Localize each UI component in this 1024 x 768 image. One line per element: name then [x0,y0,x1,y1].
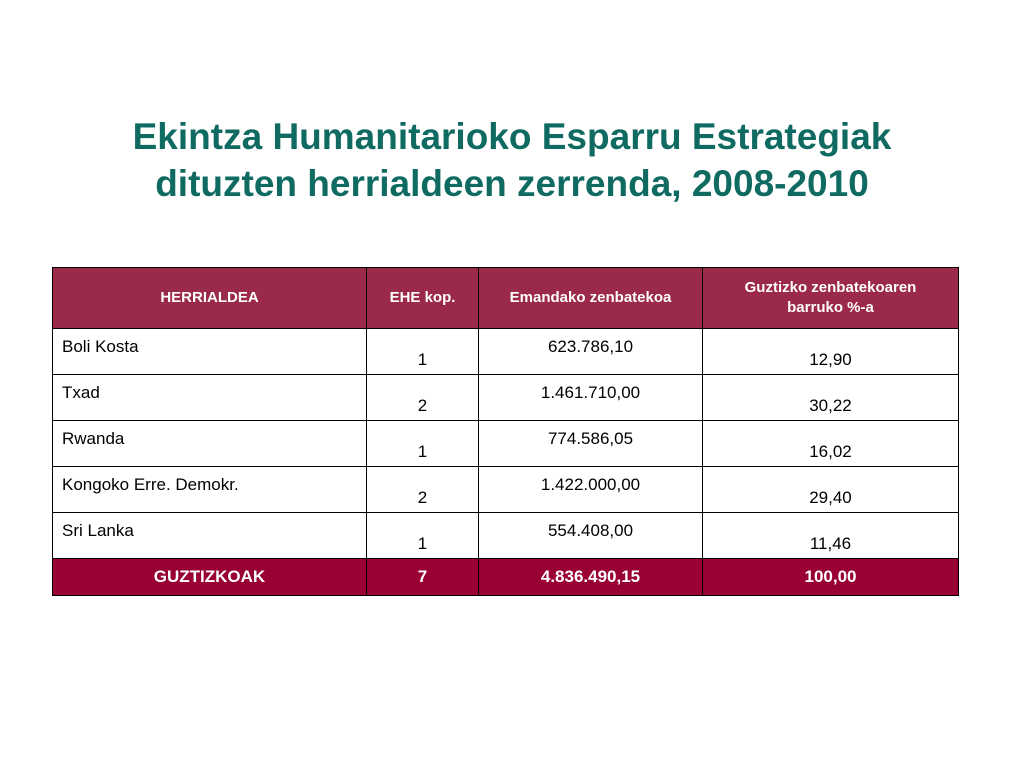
table-row [53,513,959,559]
total-percent: 100,00 [703,559,959,596]
table-header-row [53,268,959,329]
header-percent-text: Guztizko zenbatekoaren barruko %-a [744,279,917,316]
cell-amount: 1.422.000,00 [479,467,703,513]
cell-count: 2 [367,467,479,513]
cell-amount: 774.586,05 [479,421,703,467]
table-row [53,467,959,513]
cell-amount: 554.408,00 [479,513,703,559]
slide-title-line-2: dituzten herrialdeen zerrenda, 2008-2010 [155,162,869,204]
countries-table [52,267,959,596]
table-row [53,375,959,421]
cell-country: Rwanda [53,421,367,467]
cell-count: 1 [367,513,479,559]
cell-country: Kongoko Erre. Demokr. [53,467,367,513]
cell-amount: 1.461.710,00 [479,375,703,421]
header-amount: Emandako zenbatekoa [479,268,703,329]
cell-count: 1 [367,329,479,375]
cell-country: Sri Lanka [53,513,367,559]
total-amount: 4.836.490,15 [479,559,703,596]
cell-country: Boli Kosta [53,329,367,375]
slide-title [40,113,984,207]
cell-count: 2 [367,375,479,421]
cell-amount: 623.786,10 [479,329,703,375]
cell-percent: 16,02 [703,421,959,467]
cell-percent: 12,90 [703,329,959,375]
slide-title-line-1: Ekintza Humanitarioko Esparru Estrategiak [132,115,892,157]
table-total-row [53,559,959,596]
header-percent [703,268,959,329]
cell-percent: 29,40 [703,467,959,513]
cell-count: 1 [367,421,479,467]
total-label: GUZTIZKOAK [53,559,367,596]
table-row [53,329,959,375]
total-count: 7 [367,559,479,596]
cell-country: Txad [53,375,367,421]
header-count: EHE kop. [367,268,479,329]
header-country: HERRIALDEA [53,268,367,329]
cell-percent: 30,22 [703,375,959,421]
table-row [53,421,959,467]
cell-percent: 11,46 [703,513,959,559]
